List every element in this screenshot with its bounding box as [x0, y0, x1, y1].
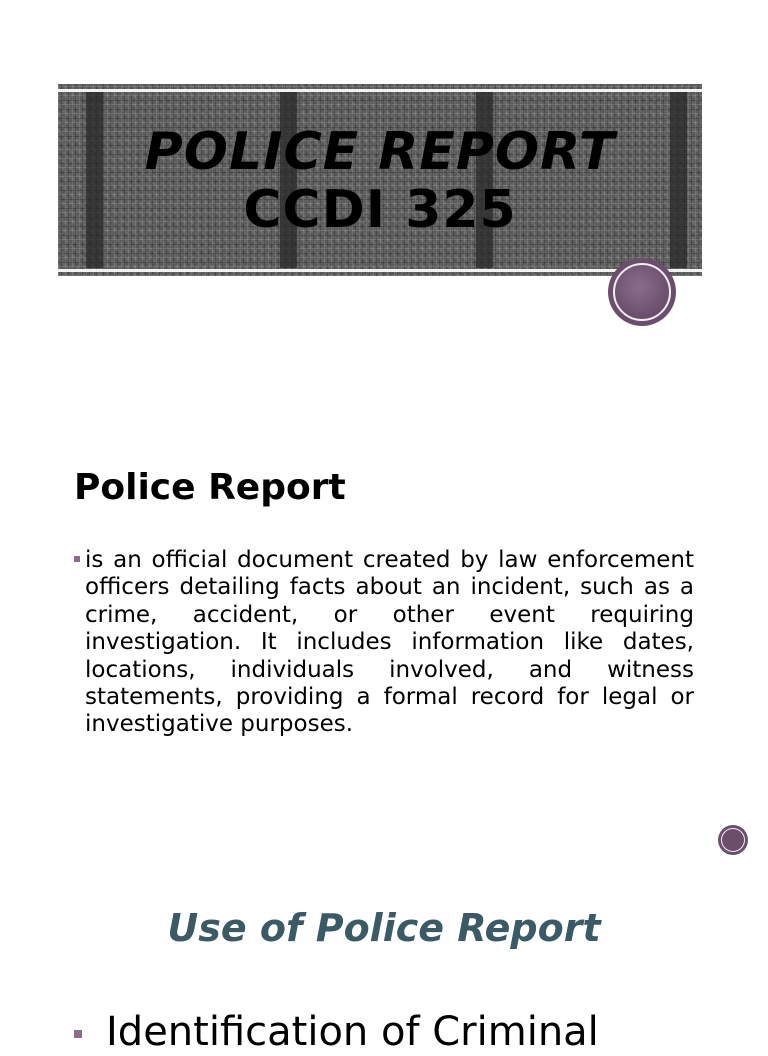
uses-heading: Use of Police Report: [167, 906, 601, 950]
title-block: [58, 84, 702, 276]
slide-title: POLICE REPORT: [144, 122, 616, 182]
decorative-circle-icon: [608, 258, 676, 326]
list-item-label: Identification of Criminal: [106, 1009, 599, 1055]
section-heading: Police Report: [74, 467, 346, 508]
list-item: [74, 1008, 599, 1056]
slide-subtitle: CCDI 325: [243, 180, 517, 240]
decorative-circle-icon: [718, 825, 748, 855]
definition-paragraph: is an official document created by law enforcement officers detailing facts about an incident, such as a crime, accident, or other event requiring investigation. It includes information like dates, locations, individuals involved, and witness statements, providing a formal record for legal or investigative purposes.: [85, 547, 694, 738]
bullet-square-icon: [74, 1030, 82, 1038]
bullet-square-icon: [74, 556, 80, 562]
